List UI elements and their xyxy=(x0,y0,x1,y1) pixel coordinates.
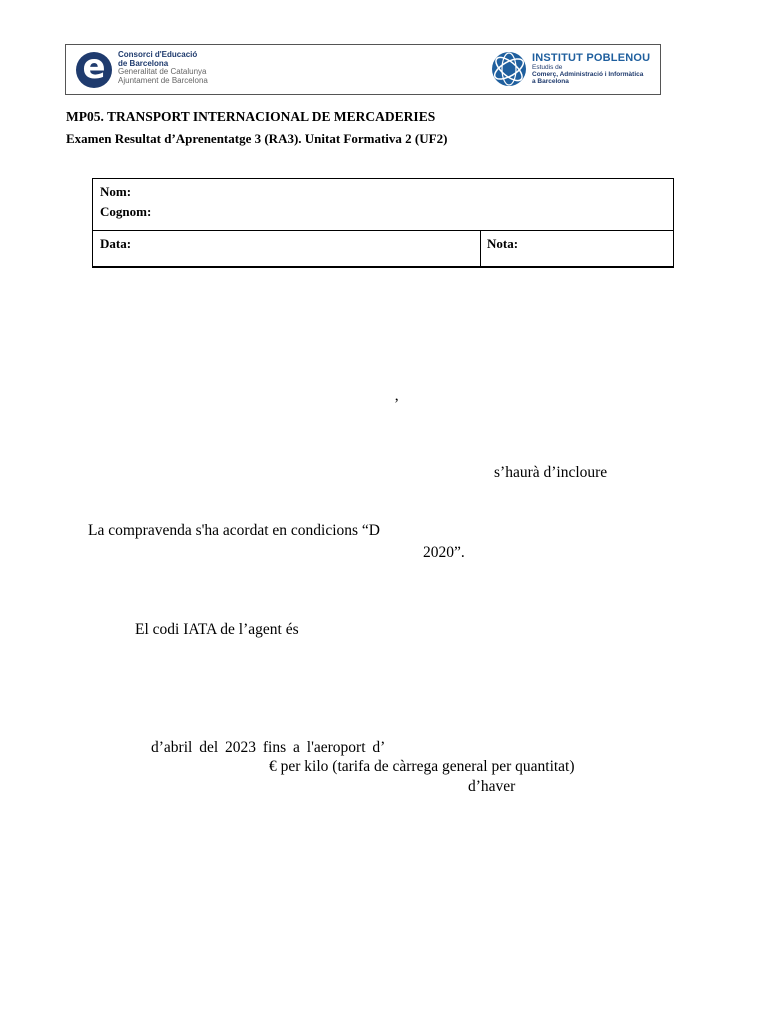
body-fragment-year: 2020”. xyxy=(423,544,465,561)
cognom-label: Cognom: xyxy=(100,204,152,219)
institut-text: INSTITUT POBLENOU Estudis de Comerç, Administració i Informàtica a Barcelona xyxy=(532,52,651,85)
body-fragment-incloure: s’haurà d’incloure xyxy=(494,464,608,481)
body-fragment-comma: ’ xyxy=(394,396,400,413)
body-fragment-haver: d’haver xyxy=(468,778,516,795)
globe-icon xyxy=(491,51,527,87)
consorci-logo-icon: e xyxy=(76,52,112,88)
table-divider xyxy=(480,230,481,268)
body-fragment-abril: d’abril del 2023 fins a l'aeroport d’ xyxy=(151,739,386,756)
body-fragment-iata: El codi IATA de l’agent és xyxy=(135,621,299,638)
nom-label: Nom: xyxy=(100,184,132,199)
data-label: Data: xyxy=(100,236,132,251)
nota-label: Nota: xyxy=(487,236,519,251)
body-fragment-kilo: € per kilo (tarifa de càrrega general per quantitat) xyxy=(269,758,575,775)
student-info-table xyxy=(92,178,674,268)
consorci-text: Consorci d'Educació de Barcelona Generalitat de Catalunya Ajuntament de Barcelona xyxy=(118,50,208,85)
document-title: MP05. TRANSPORT INTERNACIONAL DE MERCADERIES xyxy=(66,109,436,124)
body-fragment-compravenda: La compravenda s'ha acordat en condicions “D xyxy=(88,522,381,539)
document-subtitle: Examen Resultat d’Aprenentatge 3 (RA3). Unitat Formativa 2 (UF2) xyxy=(66,131,448,146)
header-logos xyxy=(65,44,661,95)
name-row xyxy=(93,179,673,231)
